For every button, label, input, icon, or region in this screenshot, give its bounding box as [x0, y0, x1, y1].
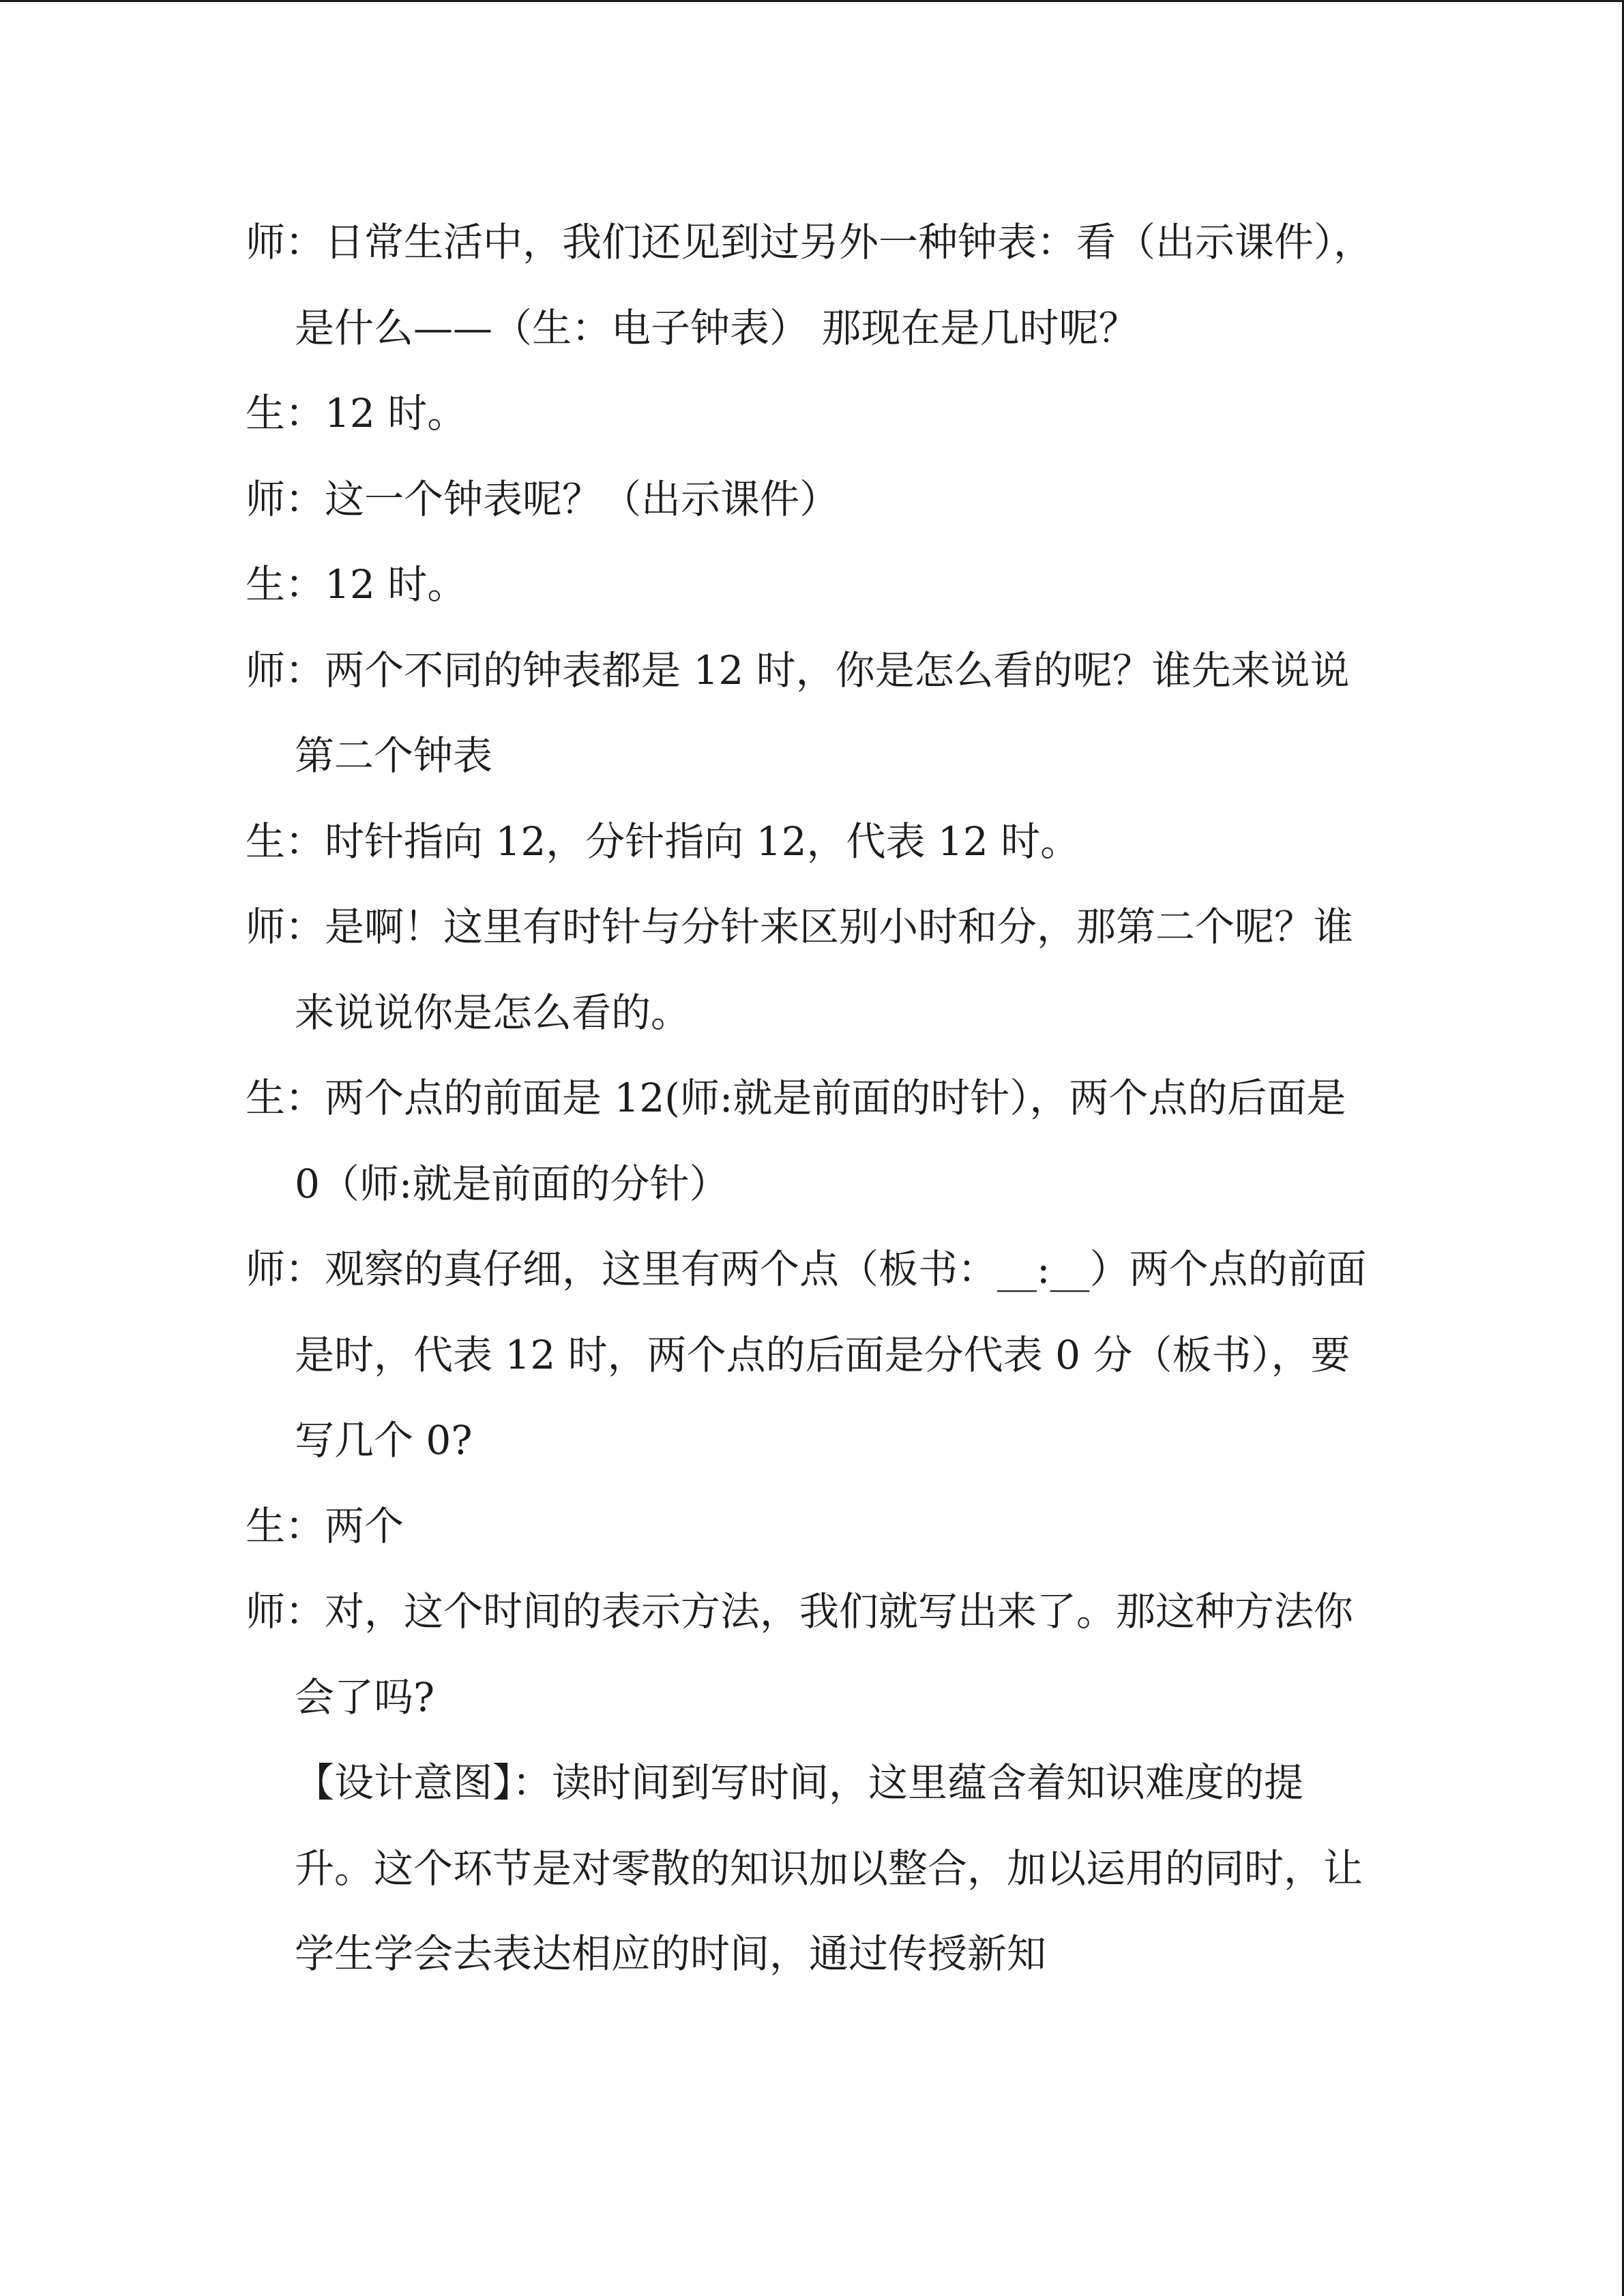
dialogue-line: 生：12 时。: [246, 561, 467, 608]
dialogue-line: 生：时针指向 12，分针指向 12，代表 12 时。: [246, 818, 1080, 865]
dialogue-line: 师：两个不同的钟表都是 12 时，你是怎么看的呢？谁先来说说第二个钟表: [246, 646, 1350, 779]
dialogue-line: 师：日常生活中，我们还见到过另外一种钟表：看（出示课件），是什么——（生：电子钟表） 那现在是几时呢？: [246, 219, 1374, 351]
dialogue-line: 师：是啊！这里有时针与分针来区别小时和分，那第二个呢？谁来说说你是怎么看的。: [246, 904, 1354, 1036]
dialogue-line: 生：两个点的前面是 12(师:就是前面的时针），两个点的后面是 0（师:就是前面的分针）: [246, 1075, 1346, 1207]
dialogue-line: 师：观察的真仔细，这里有两个点（板书：__:__）两个点的前面是时，代表 12 时，两个点的后面是分代表 0 分（板书），要写几个 0?: [246, 1246, 1367, 1463]
document-body: [246, 200, 1378, 1997]
dialogue-line: 师：对，这个时间的表示方法，我们就写出来了。那这种方法你会了吗?: [246, 1588, 1354, 1720]
design-intent-note: 【设计意图】：读时间到写时间，这里蕴含着知识难度的提升。这个环节是对零散的知识加以整合，加以运用的同时，让学生学会去表达相应的时间，通过传授新知: [295, 1759, 1363, 1977]
dialogue-line: 生：两个: [246, 1502, 404, 1549]
dialogue-line: 生：12 时。: [246, 390, 467, 436]
dialogue-line: 师：这一个钟表呢？（出示课件）: [246, 475, 840, 522]
